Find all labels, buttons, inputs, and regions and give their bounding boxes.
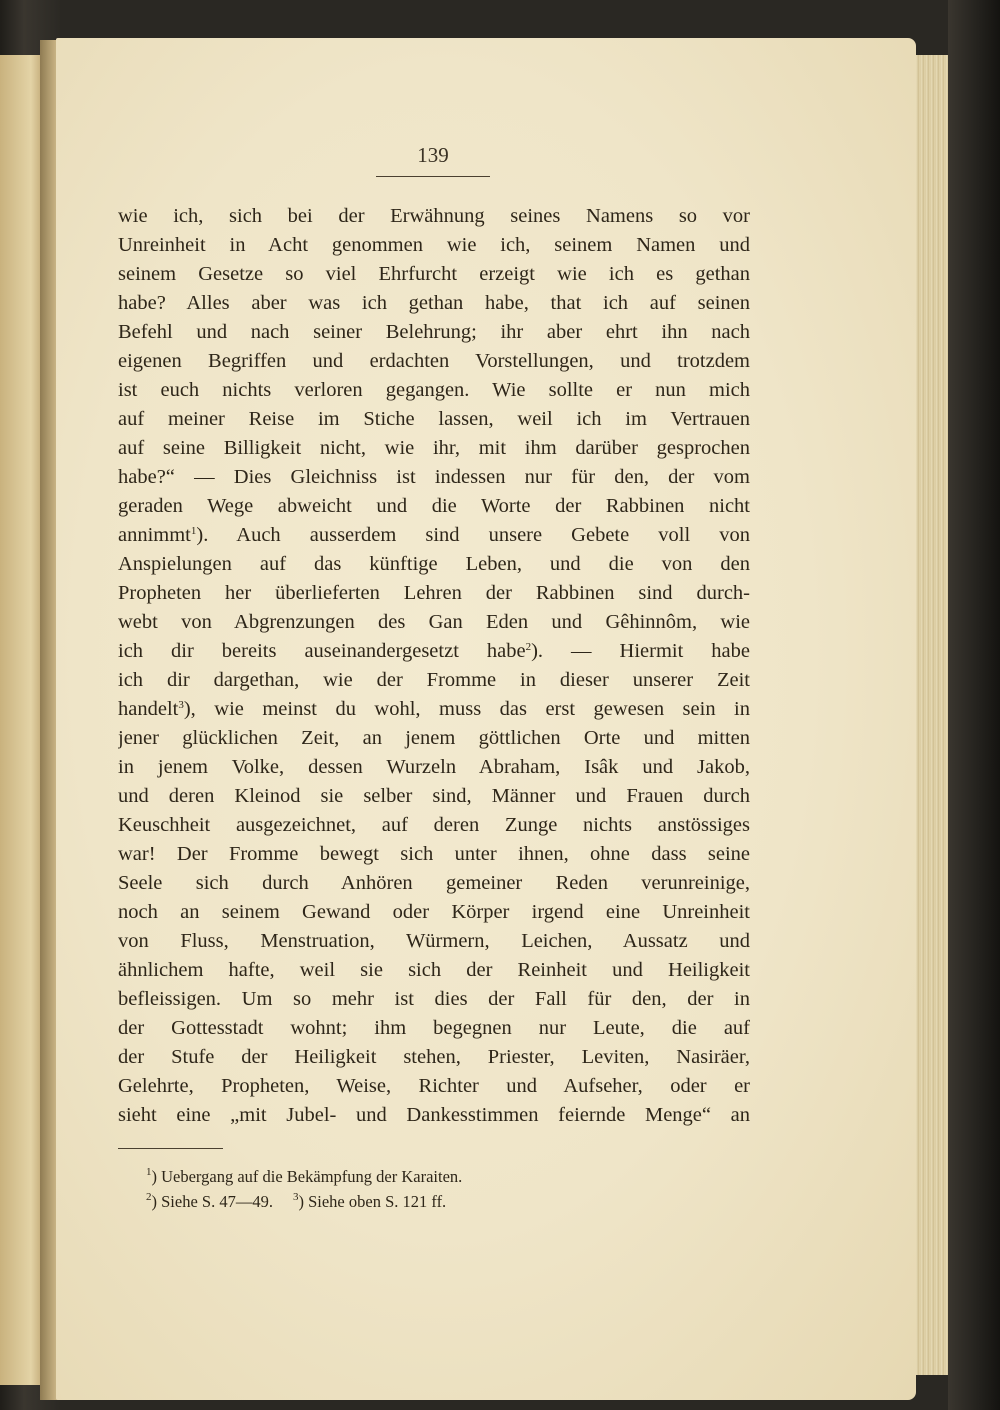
footnote-mark: 1: [146, 1166, 152, 1178]
text-fragment: ). Auch ausserdem sind unsere Gebete voll von: [196, 524, 750, 546]
text-line: ähnlichem hafte, weil sie sich der Reinheit und Heiligkeit: [118, 959, 750, 981]
text-line: Befehl und nach seiner Belehrung; ihr aber ehrt ihn nach: [118, 321, 750, 343]
text-fragment: ich dir bereits auseinandergesetzt habe: [118, 640, 526, 662]
footnote-mark: 2: [146, 1191, 152, 1203]
text-fragment: ), wie meinst du wohl, muss das erst gewesen sein in: [183, 698, 750, 720]
footnote-ref: 1: [190, 525, 197, 537]
facing-page-edge: [0, 55, 44, 1385]
text-line: wie ich, sich bei der Erwähnung seines Namens so vor: [118, 205, 750, 227]
footnote-2-3: [146, 1189, 706, 1214]
text-line: Anspielungen auf das künftige Leben, und die von den: [118, 553, 750, 575]
text-line: Seele sich durch Anhören gemeiner Reden verunreinige,: [118, 872, 750, 894]
text-line: [118, 637, 750, 666]
body-text: [118, 202, 750, 1130]
text-line: auf seine Billigkeit nicht, wie ihr, mit ihm darüber gesprochen: [118, 437, 750, 459]
text-fragment: annimmt: [118, 524, 191, 546]
footnote-text: ) Siehe oben S. 121 ff.: [298, 1192, 447, 1211]
text-line: jener glücklichen Zeit, an jenem göttlichen Orte und mitten: [118, 727, 750, 749]
footnote-rule: [118, 1148, 223, 1149]
text-line: noch an seinem Gewand oder Körper irgend eine Unreinheit: [118, 901, 750, 923]
text-line: Unreinheit in Acht genommen wie ich, seinem Namen und: [118, 234, 750, 256]
page-number: 139: [417, 143, 449, 167]
text-fragment: handelt: [118, 698, 179, 720]
text-line: sieht eine „mit Jubel- und Dankesstimmen feiernde Menge“ an: [118, 1104, 750, 1126]
text-line: war! Der Fromme bewegt sich unter ihnen, ohne dass seine: [118, 843, 750, 865]
text-line: ich dir dargethan, wie der Fromme in dieser unserer Zeit: [118, 669, 750, 691]
text-line: der Stufe der Heiligkeit stehen, Priester, Leviten, Nasiräer,: [118, 1046, 750, 1068]
text-line: habe? Alles aber was ich gethan habe, that ich auf seinen: [118, 292, 750, 314]
text-line: Propheten her überlieferten Lehren der Rabbinen sind durch-: [118, 582, 750, 604]
book-cover-right: [948, 0, 1000, 1410]
text-line: webt von Abgrenzungen des Gan Eden und Gêhinnôm, wie: [118, 611, 750, 633]
footnotes: [146, 1164, 706, 1214]
footnote-text: ) Uebergang auf die Bekämpfung der Karaiten.: [151, 1167, 463, 1186]
text-line: in jenem Volke, dessen Wurzeln Abraham, Isâk und Jakob,: [118, 756, 750, 778]
text-line: habe?“ — Dies Gleichniss ist indessen nur für den, der vom: [118, 466, 750, 488]
footnote-mark: 3: [292, 1191, 299, 1203]
text-line: [118, 521, 750, 550]
footnote-ref: 3: [178, 699, 184, 711]
footnote-ref: 2: [525, 641, 532, 653]
text-line: [118, 695, 750, 724]
text-line: Keuschheit ausgezeichnet, auf deren Zunge nichts anstössiges: [118, 814, 750, 836]
text-line: geraden Wege abweicht und die Worte der Rabbinen nicht: [118, 495, 750, 517]
text-line: Gelehrte, Propheten, Weise, Richter und Aufseher, oder er: [118, 1075, 750, 1097]
footnote-1: [146, 1164, 706, 1189]
text-line: von Fluss, Menstruation, Würmern, Leichen, Aussatz und: [118, 930, 750, 952]
text-line: auf meiner Reise im Stiche lassen, weil ich im Vertrauen: [118, 408, 750, 430]
text-line: befleissigen. Um so mehr ist dies der Fall für den, der in: [118, 988, 750, 1010]
text-line: eigenen Begriffen und erdachten Vorstellungen, und trotzdem: [118, 350, 750, 372]
text-line: ist euch nichts verloren gegangen. Wie sollte er nun mich: [118, 379, 750, 401]
text-line: seinem Gesetze so viel Ehrfurcht erzeigt wie ich es gethan: [118, 263, 750, 285]
footnote-text: ) Siehe S. 47—49.: [151, 1192, 273, 1211]
page-number-rule: [376, 176, 490, 177]
text-fragment: ). — Hiermit habe: [531, 640, 750, 662]
text-line: und deren Kleinod sie selber sind, Männer und Frauen durch: [118, 785, 750, 807]
text-line: der Gottesstadt wohnt; ihm begegnen nur Leute, die auf: [118, 1017, 750, 1039]
